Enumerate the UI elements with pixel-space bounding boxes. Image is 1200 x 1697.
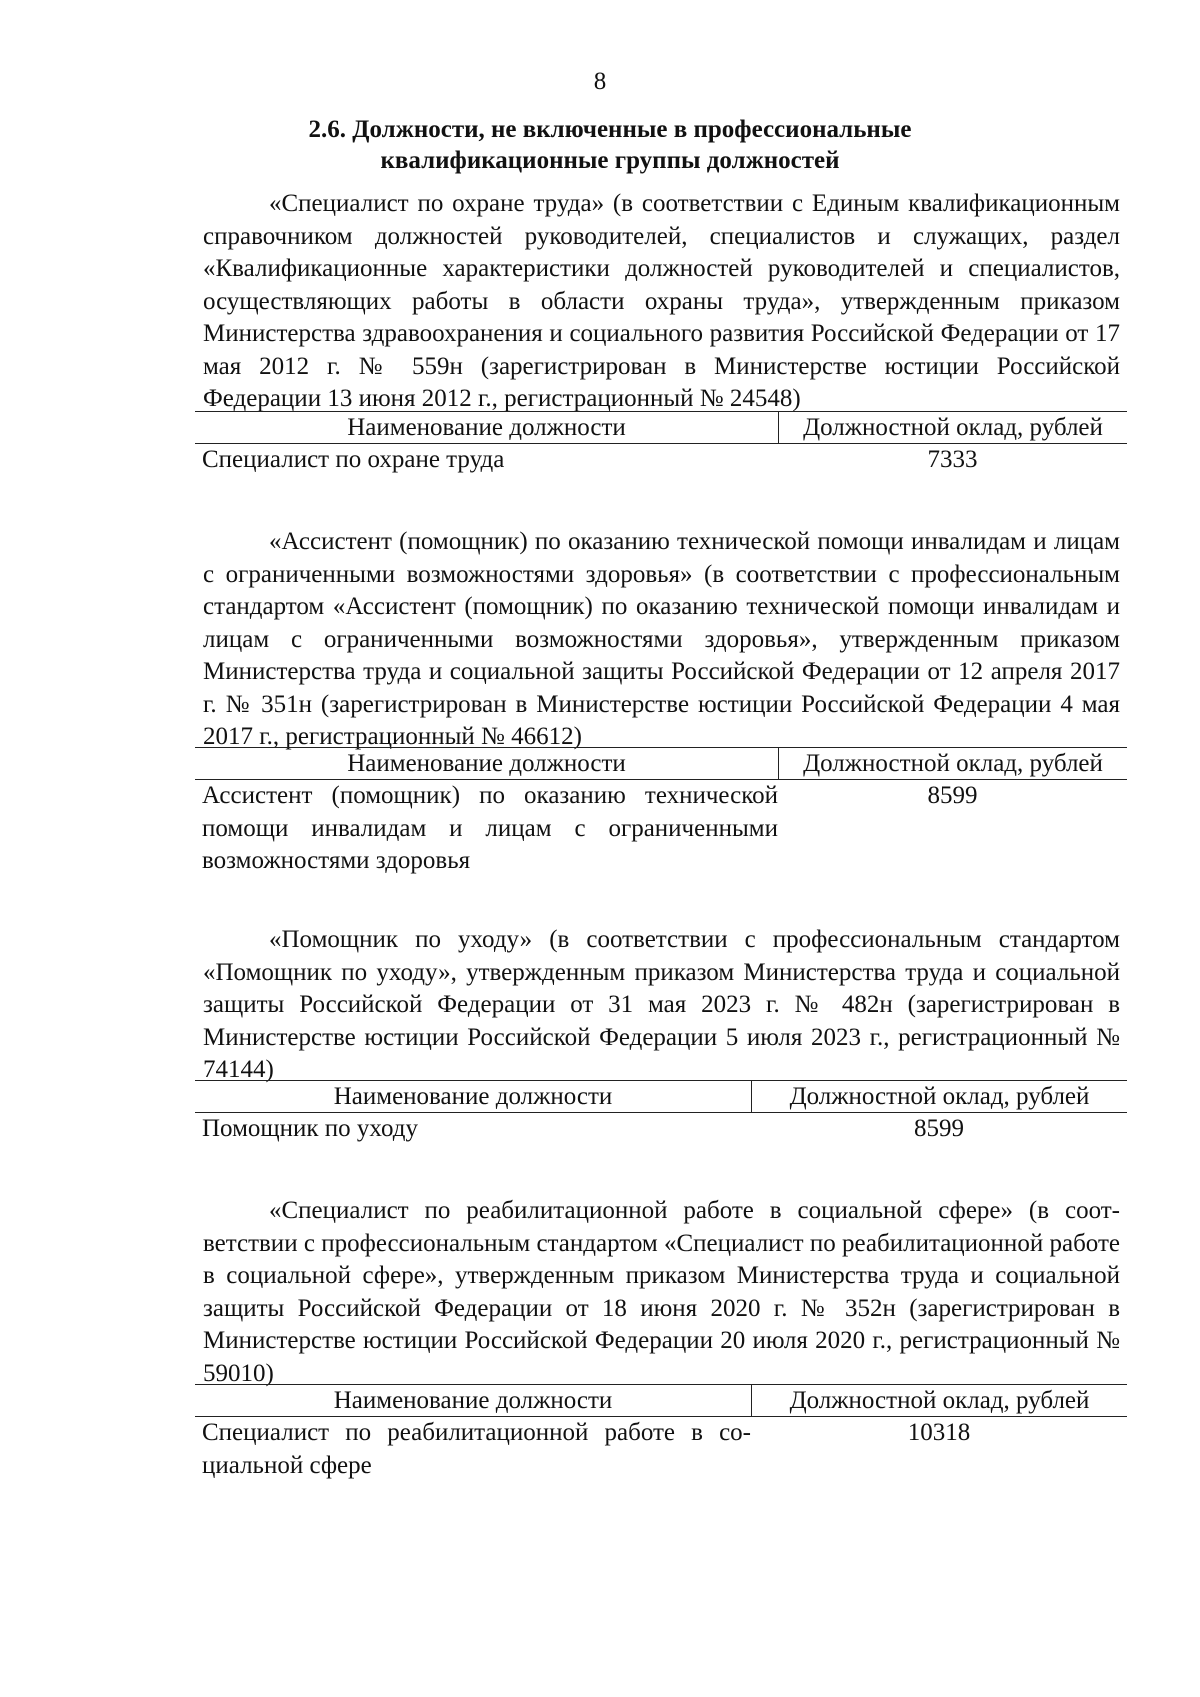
table-header <box>195 747 1127 780</box>
column-header-position: Наименование должности <box>195 1081 752 1112</box>
salary-table-3 <box>195 1080 1127 1146</box>
column-header-salary: Должностной оклад, рублей <box>789 1083 1090 1110</box>
position-name: Специалист по охране труда <box>202 446 505 473</box>
column-header-position: Наименование должности <box>195 1385 752 1416</box>
page-number: 8 <box>593 68 607 95</box>
column-header-salary: Должностной оклад, рублей <box>803 414 1103 441</box>
table-header <box>195 1080 1127 1113</box>
salary-table-4 <box>195 1384 1127 1482</box>
salary-value: 8599 <box>927 782 978 809</box>
table-header <box>195 411 1127 444</box>
position-name: Специалист по реабилитационной работе в социальной сфере <box>202 1419 751 1479</box>
table-row <box>195 444 1127 477</box>
section-title-line-1: 2.6. Должности, не включенные в профессиональные <box>308 116 912 143</box>
salary-table-1 <box>195 411 1127 477</box>
table-row <box>195 780 1127 878</box>
paragraph-assistant-disabled: «Ассистент (помощник) по оказанию технической помощи инвалидам и лицам с ограниченными возможностями здоровья» (в соответствии с профессиональным стандартом «Ассистент (помощник) по оказанию технической помощи инвалидам и лицам с ограниченными возможностями здоровья», утвержденным приказом Министерства труда и социальной защиты Российской Федерации от 12 апреля 2017 г. № 351н (зарегистрирован в Министерстве юстиции Российской Федерации 4 мая 2017 г., регистрационный № 46612) <box>203 528 1120 750</box>
salary-table-2 <box>195 747 1127 878</box>
column-header-salary: Должностной оклад, рублей <box>803 750 1103 777</box>
column-header-position: Наименование должности <box>195 748 779 779</box>
position-name: Помощник по уходу <box>202 1115 418 1142</box>
section-title-line-2: квалификационные группы должностей <box>380 147 840 174</box>
table-header <box>195 1384 1127 1417</box>
paragraph-rehabilitation-specialist: «Специалист по реабилитационной работе в социальной сфере» (в соответствии с профессиональным стандартом «Специалист по реабилитационной работе в социальной сфере», утвержденным приказом Министерства труда и социальной защиты Российской Федерации от 18 июня 2020 г. № 352н (зарегистрирован в Министерстве юстиции Российской Федерации 20 июля 2020 г., регистрационный № 59010) <box>203 1197 1120 1387</box>
table-row <box>195 1113 1127 1146</box>
table-row <box>195 1417 1127 1482</box>
position-name: Ассистент (помощник) по оказанию технической помощи инвалидам и лицам с ограниченными возможностями здоровья <box>202 782 778 874</box>
section-title <box>180 114 1040 176</box>
paragraph-specialist-labor-safety: «Специалист по охране труда» (в соответствии с Единым квалификационным справочником должностей руководителей, специалистов и служащих, раздел «Квалификационные характеристики должностей руководителей и специалистов, осуществляющих работы в области охраны труда», утвержденным приказом Министерства здравоохранения и социального развития Российской Федерации от 17 мая 2012 г. № 559н (зарегистрирован в Министерстве юстиции Российской Федерации 13 июня 2012 г., регистрационный № 24548) <box>203 190 1120 412</box>
paragraph-care-assistant: «Помощник по уходу» (в соответствии с профессиональным стандартом «Помощник по уходу», утвержденным приказом Министерства труда и социальной защиты Российской Федерации от 31 мая 2023 г. № 482н (зарегистрирован в Министерстве юстиции Российской Федерации 5 июля 2023 г., регистрационный № 74144) <box>203 926 1120 1083</box>
column-header-position: Наименование должности <box>195 412 779 443</box>
salary-value: 8599 <box>914 1115 964 1142</box>
column-header-salary: Должностной оклад, рублей <box>789 1387 1090 1414</box>
salary-value: 7333 <box>927 446 978 473</box>
salary-value: 10318 <box>907 1419 971 1446</box>
